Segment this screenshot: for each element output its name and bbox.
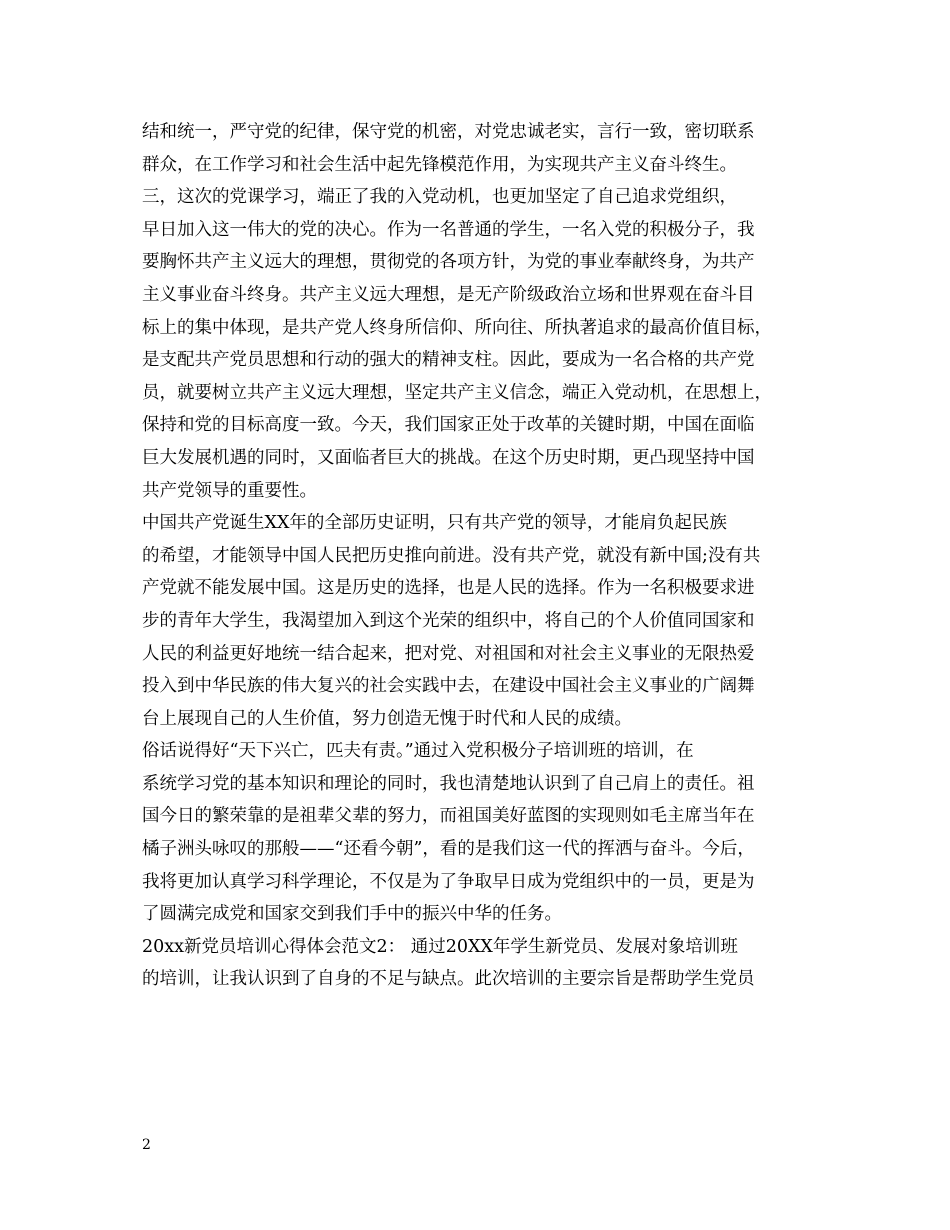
text-line: 保持和党的目标高度一致。今天，我们国家正处于改革的关键时期，中国在面临 (142, 415, 755, 436)
body-text (142, 116, 812, 996)
text-line: 巨大发展机遇的同时，又面临者巨大的挑战。在这个历史时期，更凸现坚持中国 (142, 447, 755, 468)
text-line: 结和统一，严守党的纪律，保守党的机密，对党忠诚老实，言行一致，密切联系 (142, 122, 755, 142)
page-number: 2 (142, 1137, 151, 1153)
text-line: 步的青年大学生，我渴望加入到这个光荣的组织中，将自己的个人价值同国家和 (142, 610, 755, 631)
text-line: 的培训，让我认识到了自身的不足与缺点。此次培训的主要宗旨是帮助学生党员 (142, 969, 755, 990)
text-line: 投入到中华民族的伟大复兴的社会实践中去，在建设中国社会主义事业的广阔舞 (142, 676, 755, 697)
text-line: 早日加入这一伟大的党的决心。作为一名普通的学生，一名入党的积极分子，我 (142, 219, 755, 240)
text-line: 了圆满完成党和国家交到我们手中的振兴中华的任务。 (142, 904, 562, 925)
text-line: 群众，在工作学习和社会生活中起先锋模范作用，为实现共产主义奋斗终生。 (142, 154, 737, 175)
text-line: 员，就要树立共产主义远大理想，坚定共产主义信念，端正入党动机，在思想上， (142, 382, 772, 403)
text-line: 产党就不能发展中国。这是历史的选择，也是人民的选择。作为一名积极要求进 (142, 578, 755, 599)
text-line: 共产党领导的重要性。 (142, 480, 317, 501)
text-line: 国今日的繁荣靠的是祖辈父辈的努力，而祖国美好蓝图的实现则如毛主席当年在 (142, 806, 755, 827)
text-line: 橘子洲头咏叹的那般——“还看今朝”，看的是我们这一代的挥洒与奋斗。今后， (142, 839, 755, 860)
text-line: 主义事业奋斗终身。共产主义远大理想，是无产阶级政治立场和世界观在奋斗目 (142, 284, 755, 305)
text-line: 系统学习党的基本知识和理论的同时，我也清楚地认识到了自己肩上的责任。祖 (142, 773, 755, 794)
text-line: 中国共产党诞生XX年的全部历史证明，只有共产党的领导，才能肩负起民族 (142, 513, 727, 534)
text-line: 是支配共产党员思想和行动的强大的精神支柱。因此，要成为一名合格的共产党 (142, 350, 755, 371)
text-line: 我将更加认真学习科学理论，不仅是为了争取早日成为党组织中的一员，更是为 (142, 871, 755, 892)
text-line: 20xx新党员培训心得体会范文2： 通过20XX年学生新党员、发展对象培训班 (142, 936, 738, 957)
text-line: 人民的利益更好地统一结合起来，把对党、对祖国和对社会主义事业的无限热爱 (142, 643, 755, 664)
text-line: 要胸怀共产主义远大的理想，贯彻党的各项方针，为党的事业奉献终身，为共产 (142, 252, 755, 273)
text-line: 的希望，才能领导中国人民把历史推向前进。没有共产党，就没有新中国;没有共 (142, 545, 761, 566)
text-line: 俗话说得好“天下兴亡，匹夫有责。”通过入党积极分子培训班的培训，在 (142, 741, 694, 762)
text-line: 台上展现自己的人生价值，努力创造无愧于时代和人民的成绩。 (142, 708, 632, 729)
text-line: 三，这次的党课学习，端正了我的入党动机，也更加坚定了自己追求党组织， (142, 187, 737, 208)
text-line: 标上的集中体现，是共产党人终身所信仰、所向往、所执著追求的最高价值目标， (142, 317, 772, 338)
